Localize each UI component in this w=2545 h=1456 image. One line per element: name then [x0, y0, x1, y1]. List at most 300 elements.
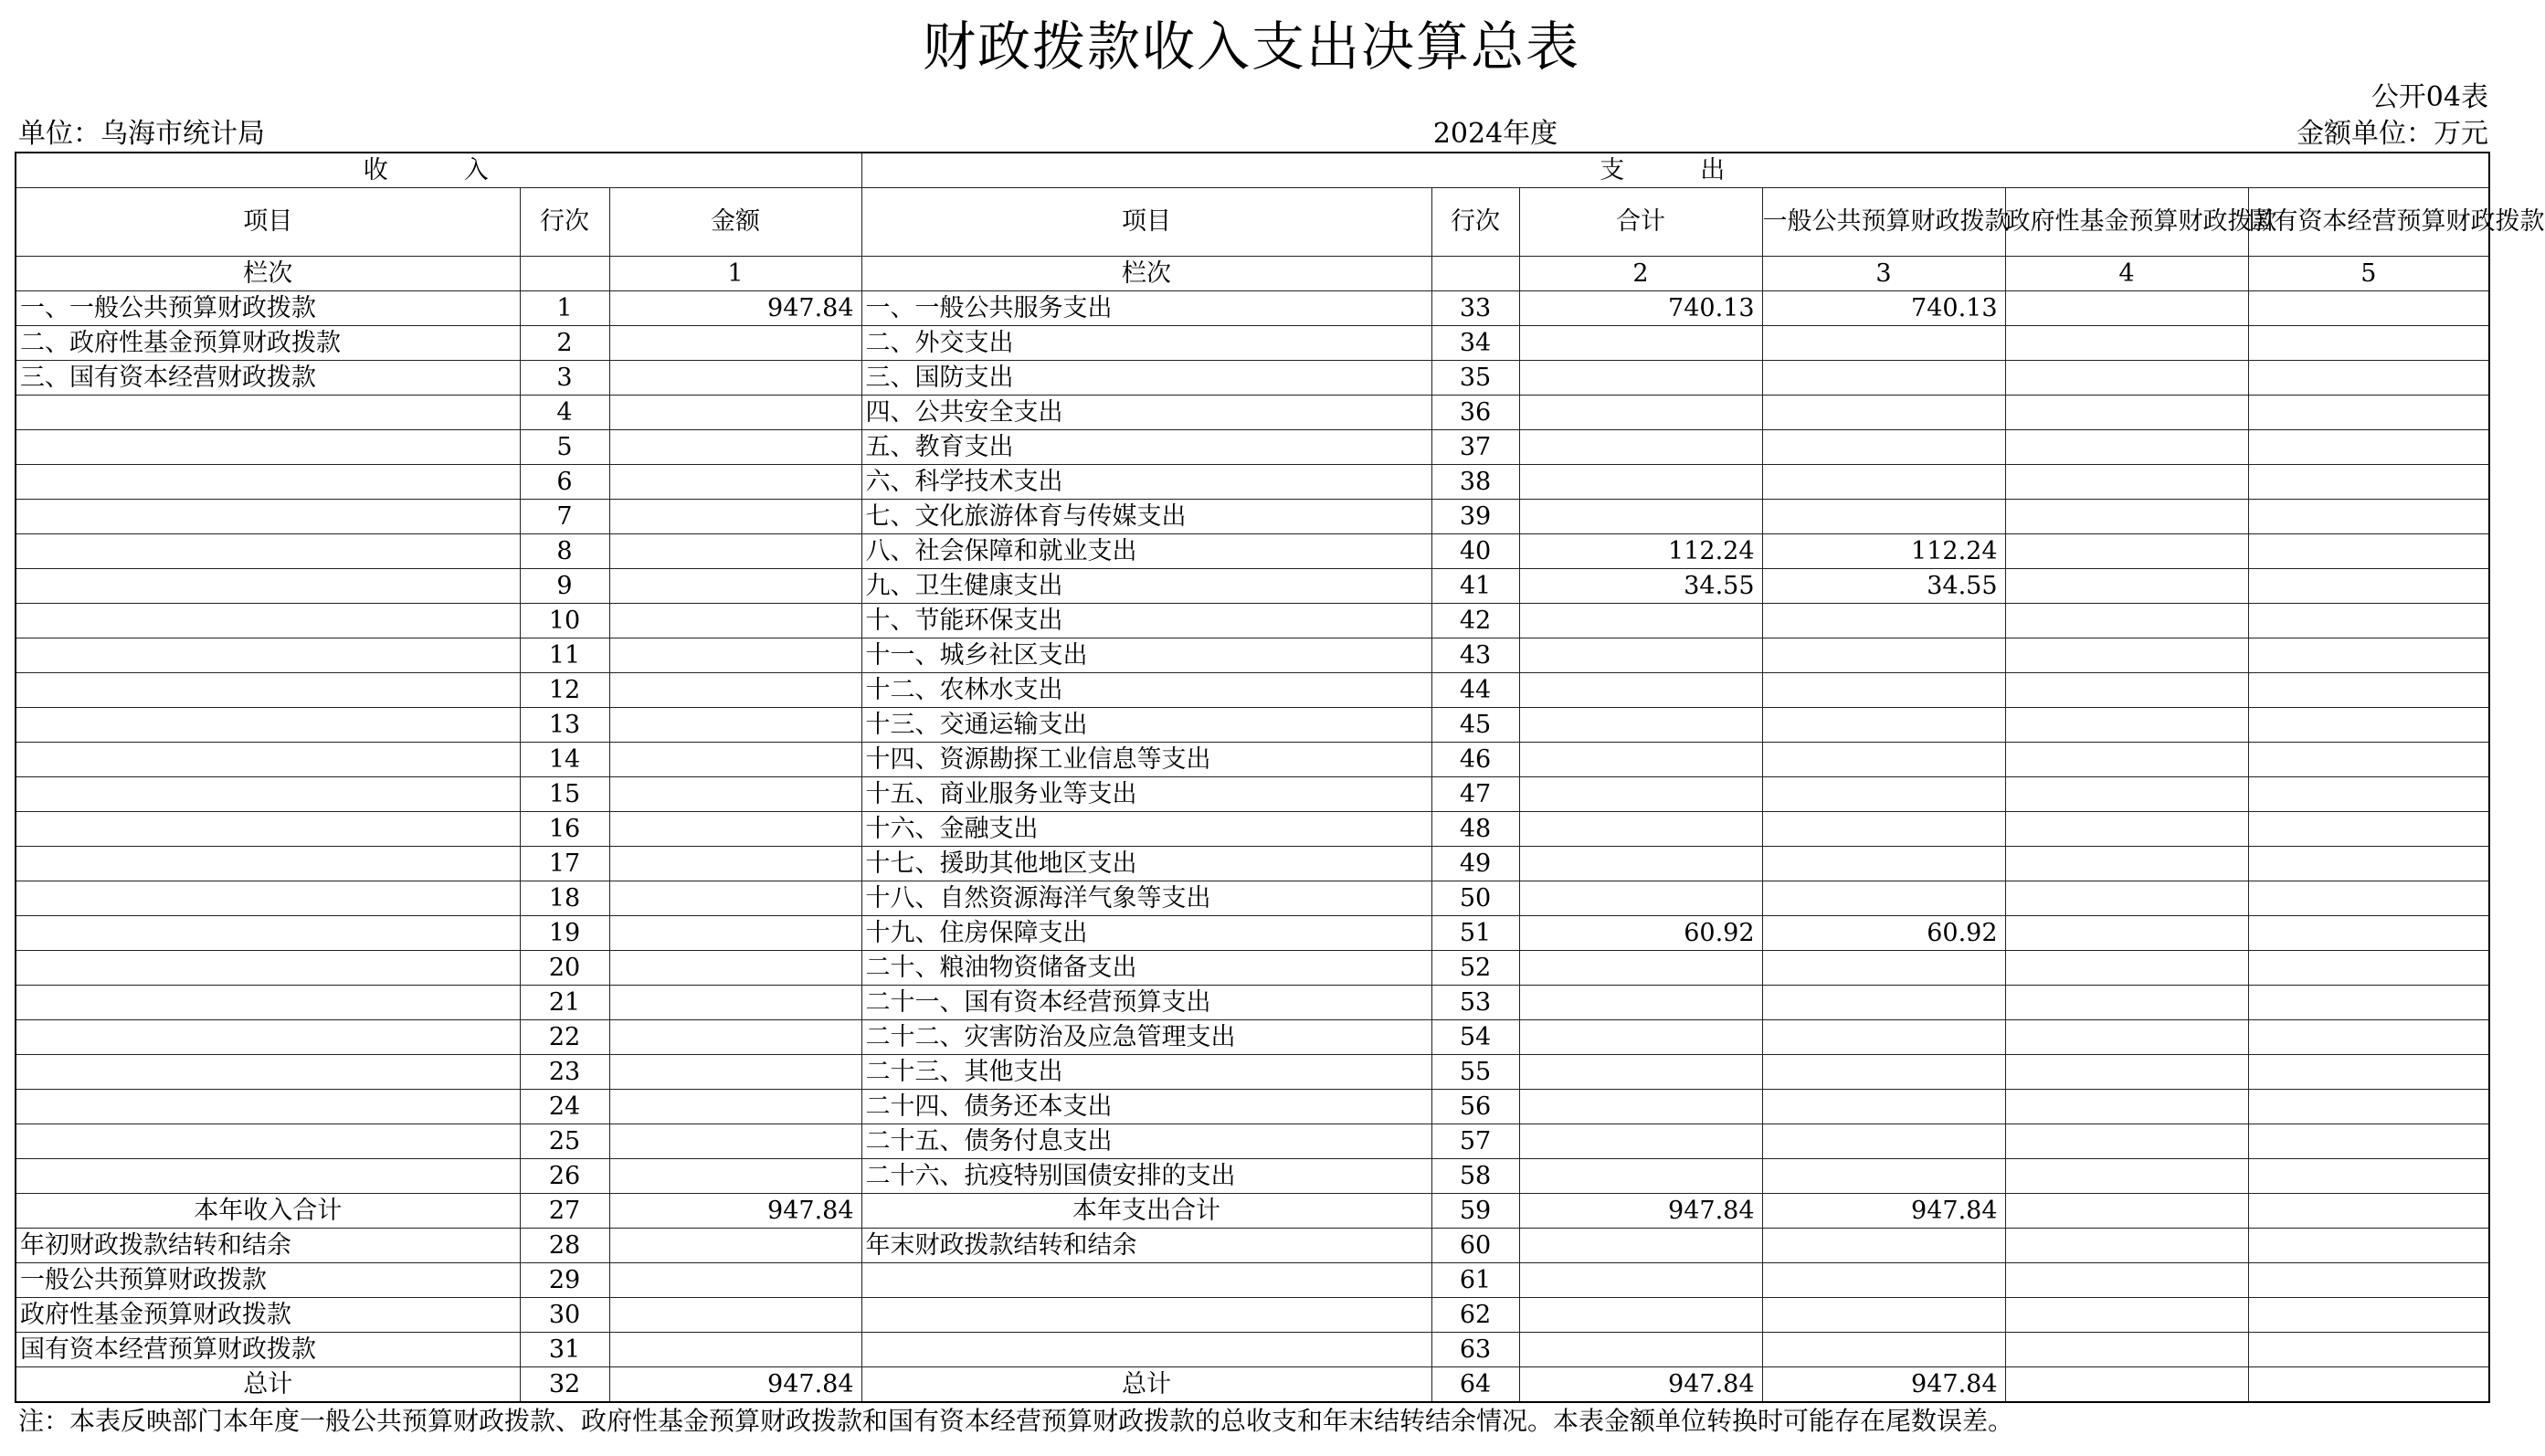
col-num-5: 5	[2248, 257, 2489, 291]
section-header-row	[16, 153, 2489, 188]
income-row-no-cell: 27	[520, 1194, 609, 1229]
expense-general-cell	[1762, 1333, 2005, 1367]
expense-state-cell	[2248, 1090, 2489, 1124]
income-item-cell	[16, 569, 520, 604]
expense-fund-cell	[2005, 430, 2248, 465]
income-item-cell	[16, 1159, 520, 1194]
expense-total-cell	[1519, 812, 1762, 847]
expense-general-cell	[1762, 1229, 2005, 1263]
expense-row-no-cell: 42	[1431, 604, 1519, 638]
income-amount-cell	[609, 847, 861, 881]
expense-item-cell: 二、外交支出	[861, 326, 1431, 361]
meta-row	[15, 117, 2488, 152]
expense-row-no-cell: 64	[1431, 1367, 1519, 1403]
report-sheet	[15, 15, 2545, 1440]
expense-total-cell	[1519, 673, 1762, 708]
table-row	[16, 1124, 2489, 1159]
expense-general-cell	[1762, 430, 2005, 465]
expense-general-cell: 947.84	[1762, 1194, 2005, 1229]
income-amount-cell: 947.84	[609, 291, 861, 326]
table-row	[16, 708, 2489, 743]
income-item-cell	[16, 673, 520, 708]
report-year: 2024年度	[1432, 118, 1558, 150]
expense-total-cell	[1519, 604, 1762, 638]
expense-total-cell	[1519, 1229, 1762, 1263]
expense-fund-cell	[2005, 777, 2248, 812]
income-item-cell: 政府性基金预算财政拨款	[16, 1298, 520, 1333]
expense-general-cell	[1762, 361, 2005, 396]
income-row-no-cell: 9	[520, 569, 609, 604]
table-row	[16, 1263, 2489, 1298]
table-row	[16, 673, 2489, 708]
footnote: 注：本表反映部门本年度一般公共预算财政拨款、政府性基金预算财政拨款和国有资本经营预算财政拨款的总收支和年末结转结余情况。本表金额单位转换时可能存在尾数误差。	[18, 1406, 2014, 1436]
income-row-no-cell: 30	[520, 1298, 609, 1333]
expense-item-cell: 六、科学技术支出	[861, 465, 1431, 500]
expense-item-cell: 三、国防支出	[861, 361, 1431, 396]
table-row	[16, 1090, 2489, 1124]
col-num-4: 4	[2005, 257, 2248, 291]
expense-row-no-cell: 33	[1431, 291, 1519, 326]
table-row	[16, 916, 2489, 951]
expense-fund-cell	[2005, 743, 2248, 777]
expense-row-no-cell: 44	[1431, 673, 1519, 708]
expense-fund-cell	[2005, 986, 2248, 1020]
expense-fund-cell	[2005, 881, 2248, 916]
expense-total-cell	[1519, 881, 1762, 916]
expense-total-cell	[1519, 638, 1762, 673]
expense-total-cell	[1519, 1090, 1762, 1124]
expense-item-header: 项目	[861, 188, 1431, 257]
income-row-no-cell: 25	[520, 1124, 609, 1159]
expense-general-cell	[1762, 1090, 2005, 1124]
expense-total-cell: 60.92	[1519, 916, 1762, 951]
income-amount-cell	[609, 534, 861, 569]
expense-state-cell	[2248, 708, 2489, 743]
table-row	[16, 812, 2489, 847]
income-amount-cell	[609, 986, 861, 1020]
table-row	[16, 361, 2489, 396]
expense-item-cell: 八、社会保障和就业支出	[861, 534, 1431, 569]
expense-total-cell	[1519, 361, 1762, 396]
income-amount-cell	[609, 673, 861, 708]
form-code: 公开04表	[2371, 81, 2488, 113]
expense-row-no-cell: 59	[1431, 1194, 1519, 1229]
expense-row-no-cell: 55	[1431, 1055, 1519, 1090]
income-amount-cell	[609, 569, 861, 604]
col-num-2: 2	[1519, 257, 1762, 291]
form-code-row	[15, 79, 2488, 117]
expense-row-no-cell: 36	[1431, 396, 1519, 430]
income-item-cell	[16, 604, 520, 638]
expense-row-no-cell: 60	[1431, 1229, 1519, 1263]
income-item-cell	[16, 708, 520, 743]
expense-item-cell: 一、一般公共服务支出	[861, 291, 1431, 326]
expense-state-cell	[2248, 1124, 2489, 1159]
expense-row-no-cell: 61	[1431, 1263, 1519, 1298]
income-row-no-cell: 32	[520, 1367, 609, 1403]
income-item-cell	[16, 534, 520, 569]
table-row	[16, 396, 2489, 430]
income-amount-cell	[609, 1229, 861, 1263]
income-amount-cell	[609, 1263, 861, 1298]
expense-item-cell: 十四、资源勘探工业信息等支出	[861, 743, 1431, 777]
expense-state-cell	[2248, 361, 2489, 396]
income-item-cell: 年初财政拨款结转和结余	[16, 1229, 520, 1263]
table-row	[16, 881, 2489, 916]
expense-row-no-cell: 50	[1431, 881, 1519, 916]
income-row-no-cell: 10	[520, 604, 609, 638]
expense-state-cell	[2248, 986, 2489, 1020]
expense-state-cell	[2248, 777, 2489, 812]
income-item-cell	[16, 465, 520, 500]
income-row-no-header: 行次	[520, 188, 609, 257]
expense-row-no-cell: 52	[1431, 951, 1519, 986]
income-item-cell: 一、一般公共预算财政拨款	[16, 291, 520, 326]
expense-item-cell: 二十一、国有资本经营预算支出	[861, 986, 1431, 1020]
income-amount-cell	[609, 430, 861, 465]
income-amount-cell	[609, 326, 861, 361]
expense-fund-cell	[2005, 708, 2248, 743]
expense-fund-cell	[2005, 1090, 2248, 1124]
expense-fund-cell	[2005, 847, 2248, 881]
income-row-no-cell: 7	[520, 500, 609, 534]
expense-fund-cell	[2005, 812, 2248, 847]
expense-fund-cell	[2005, 1159, 2248, 1194]
income-row-no-cell: 5	[520, 430, 609, 465]
table-row	[16, 569, 2489, 604]
expense-general-cell	[1762, 638, 2005, 673]
income-row-no-cell: 16	[520, 812, 609, 847]
income-amount-cell	[609, 812, 861, 847]
income-item-cell: 国有资本经营预算财政拨款	[16, 1333, 520, 1367]
expense-item-cell: 十八、自然资源海洋气象等支出	[861, 881, 1431, 916]
expense-total-cell	[1519, 326, 1762, 361]
income-amount-cell	[609, 1020, 861, 1055]
income-item-cell	[16, 1055, 520, 1090]
expense-item-cell	[861, 1333, 1431, 1367]
income-item-cell	[16, 638, 520, 673]
expense-general-cell	[1762, 743, 2005, 777]
income-row-no-cell: 19	[520, 916, 609, 951]
expense-general-cell	[1762, 604, 2005, 638]
income-amount-cell	[609, 638, 861, 673]
expense-state-cell	[2248, 465, 2489, 500]
income-item-cell	[16, 743, 520, 777]
page-title: 财政拨款收入支出决算总表	[922, 16, 1580, 78]
expense-item-cell: 十七、援助其他地区支出	[861, 847, 1431, 881]
expense-item-cell: 二十五、债务付息支出	[861, 1124, 1431, 1159]
income-row-no-cell: 6	[520, 465, 609, 500]
expense-state-cell	[2248, 534, 2489, 569]
expense-row-no-cell: 38	[1431, 465, 1519, 500]
expense-general-cell: 60.92	[1762, 916, 2005, 951]
expense-item-cell: 十二、农林水支出	[861, 673, 1431, 708]
income-col-blank	[520, 257, 609, 291]
table-row	[16, 1298, 2489, 1333]
income-amount-cell	[609, 465, 861, 500]
income-row-no-cell: 22	[520, 1020, 609, 1055]
income-row-no-cell: 11	[520, 638, 609, 673]
expense-general-cell	[1762, 1159, 2005, 1194]
income-row-no-cell: 21	[520, 986, 609, 1020]
income-amount-cell	[609, 1055, 861, 1090]
expense-general-cell: 947.84	[1762, 1367, 2005, 1403]
expense-general-cell	[1762, 777, 2005, 812]
expense-total-cell	[1519, 951, 1762, 986]
income-row-no-cell: 12	[520, 673, 609, 708]
income-amount-cell	[609, 1333, 861, 1367]
income-amount-cell	[609, 604, 861, 638]
income-amount-cell	[609, 881, 861, 916]
expense-state-cell	[2248, 673, 2489, 708]
expense-general-cell	[1762, 847, 2005, 881]
expense-row-no-cell: 34	[1431, 326, 1519, 361]
expense-item-cell: 五、教育支出	[861, 430, 1431, 465]
expense-total-cell: 34.55	[1519, 569, 1762, 604]
expense-fund-cell	[2005, 326, 2248, 361]
expense-fund-cell	[2005, 1333, 2248, 1367]
column-header-row	[16, 188, 2489, 257]
expense-fund-cell	[2005, 500, 2248, 534]
expense-total-cell	[1519, 708, 1762, 743]
table-row	[16, 847, 2489, 881]
expense-item-cell	[861, 1298, 1431, 1333]
expense-row-no-cell: 40	[1431, 534, 1519, 569]
expense-general-cell	[1762, 881, 2005, 916]
income-item-cell	[16, 1124, 520, 1159]
expense-item-cell: 二十三、其他支出	[861, 1055, 1431, 1090]
income-item-cell	[16, 986, 520, 1020]
income-item-cell	[16, 916, 520, 951]
expense-total-cell	[1519, 1333, 1762, 1367]
expense-general-cell: 740.13	[1762, 291, 2005, 326]
table-row	[16, 326, 2489, 361]
expense-fund-cell	[2005, 951, 2248, 986]
income-row-no-cell: 13	[520, 708, 609, 743]
expense-fund-cell	[2005, 1263, 2248, 1298]
expense-state-cell	[2248, 604, 2489, 638]
expense-item-cell: 七、文化旅游体育与传媒支出	[861, 500, 1431, 534]
expense-state-cell	[2248, 1055, 2489, 1090]
expense-total-cell	[1519, 847, 1762, 881]
expense-fund-cell	[2005, 604, 2248, 638]
expense-state-cell	[2248, 1159, 2489, 1194]
income-row-no-cell: 20	[520, 951, 609, 986]
expense-fund-cell	[2005, 1055, 2248, 1090]
expense-fund-cell	[2005, 1298, 2248, 1333]
expense-general-cell	[1762, 500, 2005, 534]
expense-fund-cell	[2005, 638, 2248, 673]
expense-total-cell	[1519, 986, 1762, 1020]
income-amount-cell: 947.84	[609, 1194, 861, 1229]
expense-row-no-cell: 49	[1431, 847, 1519, 881]
expense-item-cell: 年末财政拨款结转和结余	[861, 1229, 1431, 1263]
unit-label: 单位：乌海市统计局	[18, 118, 265, 150]
table-row	[16, 430, 2489, 465]
income-item-cell: 二、政府性基金预算财政拨款	[16, 326, 520, 361]
table-row	[16, 743, 2489, 777]
expense-row-no-cell: 37	[1431, 430, 1519, 465]
income-row-no-cell: 3	[520, 361, 609, 396]
expense-item-cell: 二十、粮油物资储备支出	[861, 951, 1431, 986]
expense-item-cell: 二十四、债务还本支出	[861, 1090, 1431, 1124]
col-num-3: 3	[1762, 257, 2005, 291]
expense-row-no-cell: 39	[1431, 500, 1519, 534]
income-item-cell	[16, 812, 520, 847]
expense-row-no-cell: 48	[1431, 812, 1519, 847]
expense-total-cell	[1519, 430, 1762, 465]
income-item-header: 项目	[16, 188, 520, 257]
expense-row-no-cell: 53	[1431, 986, 1519, 1020]
expense-general-cell	[1762, 465, 2005, 500]
income-amount-cell	[609, 743, 861, 777]
income-amount-cell	[609, 916, 861, 951]
expense-row-no-cell: 62	[1431, 1298, 1519, 1333]
expense-general-cell	[1762, 326, 2005, 361]
income-item-cell	[16, 500, 520, 534]
income-row-no-cell: 1	[520, 291, 609, 326]
expense-item-cell: 十九、住房保障支出	[861, 916, 1431, 951]
table-row	[16, 1020, 2489, 1055]
income-row-no-cell: 4	[520, 396, 609, 430]
income-item-cell	[16, 430, 520, 465]
expense-fund-cell	[2005, 1124, 2248, 1159]
expense-state-cell	[2248, 881, 2489, 916]
income-row-no-cell: 28	[520, 1229, 609, 1263]
expense-total-cell	[1519, 1298, 1762, 1333]
expense-state-cell	[2248, 1298, 2489, 1333]
income-amount-cell	[609, 1298, 861, 1333]
expense-total-cell: 947.84	[1519, 1367, 1762, 1403]
income-amount-cell	[609, 396, 861, 430]
income-amount-cell	[609, 500, 861, 534]
expense-general-cell	[1762, 673, 2005, 708]
expense-col-label: 栏次	[861, 257, 1431, 291]
expense-item-cell: 二十六、抗疫特别国债安排的支出	[861, 1159, 1431, 1194]
table-row	[16, 534, 2489, 569]
expense-fund-cell	[2005, 1194, 2248, 1229]
expense-row-no-cell: 51	[1431, 916, 1519, 951]
col-num-1: 1	[609, 257, 861, 291]
expense-row-no-cell: 56	[1431, 1090, 1519, 1124]
expense-general-cell	[1762, 1298, 2005, 1333]
income-item-cell	[16, 1090, 520, 1124]
expense-section-label: 支 出	[861, 153, 2489, 188]
table-row	[16, 777, 2489, 812]
income-amount-cell	[609, 1159, 861, 1194]
expense-state-cell	[2248, 569, 2489, 604]
table-row	[16, 500, 2489, 534]
expense-total-cell: 947.84	[1519, 1194, 1762, 1229]
table-row	[16, 1333, 2489, 1367]
table-row	[16, 1159, 2489, 1194]
table-row	[16, 986, 2489, 1020]
expense-row-no-cell: 47	[1431, 777, 1519, 812]
expense-row-no-cell: 43	[1431, 638, 1519, 673]
expense-total-cell	[1519, 1055, 1762, 1090]
expense-item-cell: 十三、交通运输支出	[861, 708, 1431, 743]
expense-state-cell	[2248, 500, 2489, 534]
expense-total-cell	[1519, 1263, 1762, 1298]
income-row-no-cell: 17	[520, 847, 609, 881]
expense-total-cell: 740.13	[1519, 291, 1762, 326]
table-row	[16, 1055, 2489, 1090]
expense-general-cell	[1762, 1263, 2005, 1298]
income-row-no-cell: 18	[520, 881, 609, 916]
expense-general-cell	[1762, 1055, 2005, 1090]
expense-fund-cell	[2005, 534, 2248, 569]
expense-total-header: 合计	[1519, 188, 1762, 257]
expense-total-cell	[1519, 1124, 1762, 1159]
expense-total-cell	[1519, 396, 1762, 430]
income-amount-cell: 947.84	[609, 1367, 861, 1403]
expense-state-cell	[2248, 1020, 2489, 1055]
expense-state-cell	[2248, 1263, 2489, 1298]
expense-fund-cell	[2005, 465, 2248, 500]
expense-row-no-cell: 45	[1431, 708, 1519, 743]
income-row-no-cell: 14	[520, 743, 609, 777]
expense-item-cell: 十六、金融支出	[861, 812, 1431, 847]
expense-state-cell	[2248, 326, 2489, 361]
expense-col-blank	[1431, 257, 1519, 291]
expense-state-header: 国有资本经营预算财政拨款	[2248, 188, 2489, 257]
expense-item-cell: 本年支出合计	[861, 1194, 1431, 1229]
expense-general-cell: 34.55	[1762, 569, 2005, 604]
income-row-no-cell: 2	[520, 326, 609, 361]
expense-row-no-cell: 58	[1431, 1159, 1519, 1194]
expense-item-cell: 十、节能环保支出	[861, 604, 1431, 638]
expense-state-cell	[2248, 812, 2489, 847]
expense-fund-cell	[2005, 673, 2248, 708]
expense-general-cell: 112.24	[1762, 534, 2005, 569]
expense-total-cell	[1519, 743, 1762, 777]
income-item-cell	[16, 396, 520, 430]
expense-item-cell: 十一、城乡社区支出	[861, 638, 1431, 673]
table-row	[16, 1367, 2489, 1403]
expense-row-no-cell: 57	[1431, 1124, 1519, 1159]
expense-general-cell	[1762, 1124, 2005, 1159]
expense-general-header: 一般公共预算财政拨款	[1762, 188, 2005, 257]
income-item-cell: 本年收入合计	[16, 1194, 520, 1229]
income-item-cell	[16, 881, 520, 916]
expense-fund-cell	[2005, 569, 2248, 604]
expense-state-cell	[2248, 743, 2489, 777]
expense-state-cell	[2248, 430, 2489, 465]
table-row	[16, 1229, 2489, 1263]
income-item-cell: 一般公共预算财政拨款	[16, 1263, 520, 1298]
expense-fund-header: 政府性基金预算财政拨款	[2005, 188, 2248, 257]
expense-state-cell	[2248, 847, 2489, 881]
expense-general-cell	[1762, 986, 2005, 1020]
expense-total-cell	[1519, 500, 1762, 534]
income-amount-cell	[609, 1090, 861, 1124]
expense-row-no-cell: 63	[1431, 1333, 1519, 1367]
expense-general-cell	[1762, 708, 2005, 743]
income-section-label: 收 入	[16, 153, 861, 188]
expense-general-cell	[1762, 812, 2005, 847]
income-item-cell	[16, 1020, 520, 1055]
income-item-cell	[16, 951, 520, 986]
income-amount-cell	[609, 777, 861, 812]
expense-row-no-cell: 35	[1431, 361, 1519, 396]
income-row-no-cell: 31	[520, 1333, 609, 1367]
expense-item-cell: 二十二、灾害防治及应急管理支出	[861, 1020, 1431, 1055]
amount-unit: 金额单位：万元	[2297, 118, 2488, 150]
expense-state-cell	[2248, 1367, 2489, 1403]
expense-item-cell: 十五、商业服务业等支出	[861, 777, 1431, 812]
expense-state-cell	[2248, 291, 2489, 326]
income-item-cell: 总计	[16, 1367, 520, 1403]
